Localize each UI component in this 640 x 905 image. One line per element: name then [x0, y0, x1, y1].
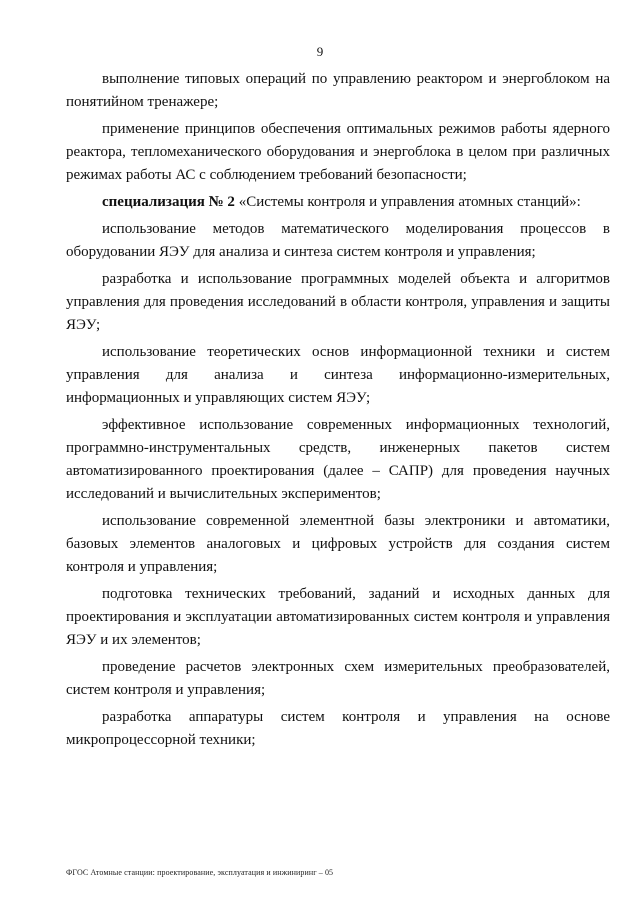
paragraph: применение принципов обеспечения оптимальных режимов работы ядерного реактора, тепломеханического оборудования и энергоблока в целом при различных режимах работы АС с соблюдением требований безопасности; [66, 121, 610, 183]
paragraph: проведение расчетов электронных схем измерительных преобразователей, систем контроля и управления; [66, 659, 610, 698]
document-body [66, 68, 610, 756]
paragraph: эффективное использование современных информационных технологий, программно-инструментальных средств, инженерных пакетов систем автоматизированного проектирования (далее – САПР) для проведения научных исследований и вычислительных экспериментов; [66, 417, 610, 502]
specialization-title: «Системы контроля и управления атомных станций»: [234, 194, 581, 210]
specialization-label: специализация № 2 [102, 194, 235, 210]
specialization-heading [66, 191, 610, 214]
paragraph: использование теоретических основ информационной техники и систем управления для анализа и синтеза информационно-измерительных, информационных и управляющих систем ЯЭУ; [66, 344, 610, 406]
page-number: 9 [316, 44, 324, 59]
paragraph: разработка аппаратуры систем контроля и управления на основе микропроцессорной техники; [66, 709, 610, 748]
paragraph: разработка и использование программных моделей объекта и алгоритмов управления для проведения исследований в области контроля, управления и защиты ЯЭУ; [66, 271, 610, 333]
paragraph: подготовка технических требований, заданий и исходных данных для проектирования и эксплуатации автоматизированных систем контроля и управления ЯЭУ и их элементов; [66, 586, 610, 648]
paragraph: использование методов математического моделирования процессов в оборудовании ЯЭУ для анализа и синтеза систем контроля и управления; [66, 221, 610, 260]
paragraph: выполнение типовых операций по управлению реактором и энергоблоком на понятийном тренажере; [66, 71, 610, 110]
paragraph: использование современной элементной базы электроники и автоматики, базовых элементов аналоговых и цифровых устройств для создания систем контроля и управления; [66, 513, 610, 575]
page-footer: ФГОС Атомные станции: проектирование, эксплуатация и инжиниринг – 05 [66, 868, 334, 877]
